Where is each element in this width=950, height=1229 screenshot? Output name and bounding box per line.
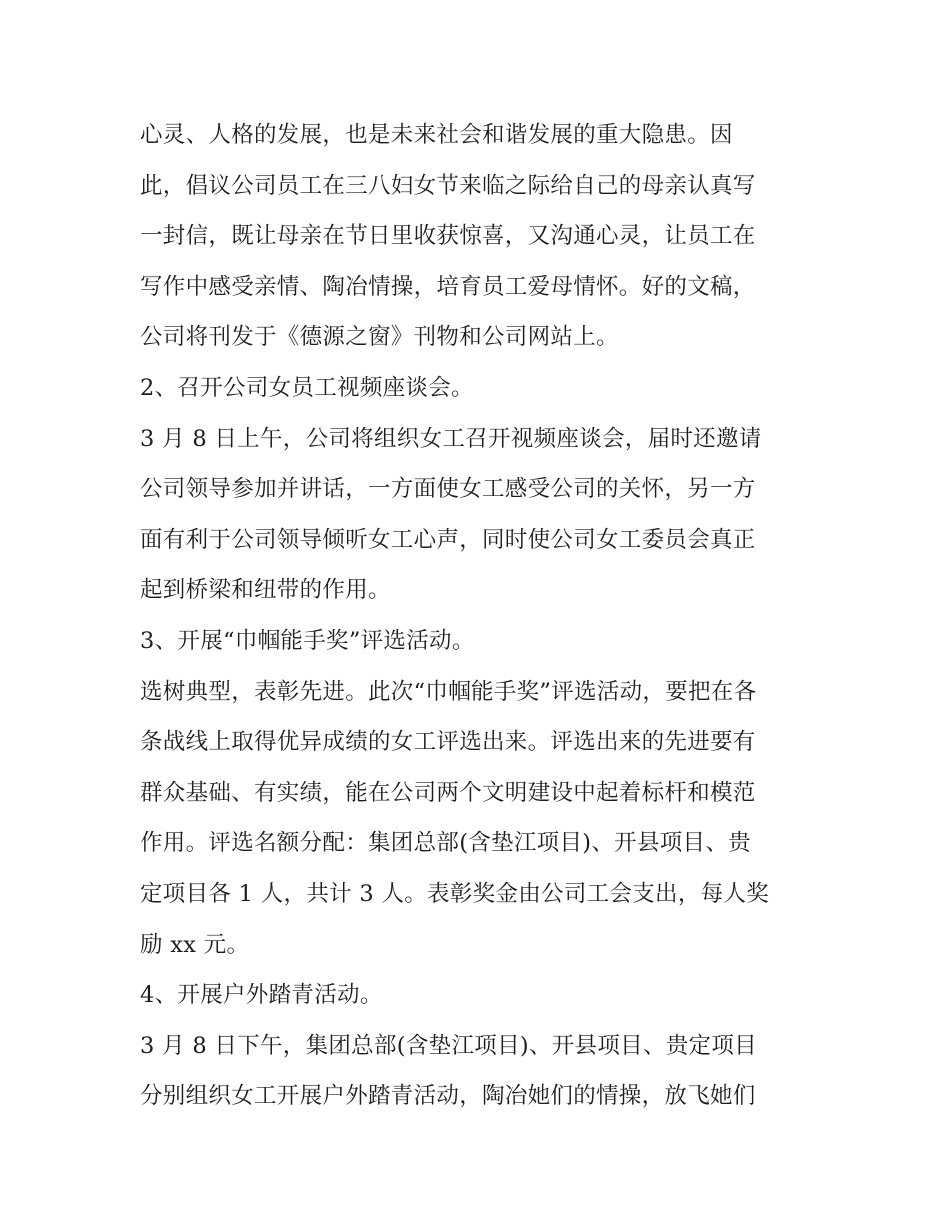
paragraph-line: 条战线上取得优异成绩的女工评选出来。评选出来的先进要有 (140, 729, 756, 756)
paragraph-line: 公司领导参加并讲话，一方面使女工感受公司的关怀，另一方 (140, 476, 756, 503)
paragraph-line: 此，倡议公司员工在三八妇女节来临之际给自己的母亲认真写 (140, 172, 756, 199)
document-body (140, 110, 820, 1122)
paragraph-line: 写作中感受亲情、陶冶情操，培育员工爱母情怀。好的文稿， (140, 273, 756, 300)
paragraph-line: 3 月 8 日下午，集团总部(含垫江项目)、开县项目、贵定项目 (140, 1032, 757, 1059)
paragraph-line: 分别组织女工开展户外踏青活动，陶冶她们的情操，放飞她们 (140, 1083, 756, 1110)
paragraph-line: 作用。评选名额分配：集团总部(含垫江项目)、开县项目、贵 (140, 830, 751, 857)
paragraph-line: 起到桥梁和纽带的作用。 (140, 577, 391, 604)
paragraph-line: 励 xx 元。 (140, 931, 250, 958)
section-heading: 3、开展“巾帼能手奖”评选活动。 (140, 627, 475, 654)
paragraph-line: 面有利于公司领导倾听女工心声，同时使公司女工委员会真正 (140, 526, 756, 553)
paragraph-line: 3 月 8 日上午，公司将组织女工召开视频座谈会，届时还邀请 (140, 425, 762, 452)
paragraph-line: 一封信，既让母亲在节日里收获惊喜，又沟通心灵，让员工在 (140, 223, 756, 250)
section-heading: 4、开展户外踏青活动。 (140, 982, 383, 1009)
paragraph-line: 心灵、人格的发展，也是未来社会和谐发展的重大隐患。因 (140, 122, 733, 148)
paragraph-line: 群众基础、有实绩，能在公司两个文明建设中起着标杆和模范 (140, 779, 756, 806)
section-heading: 2、召开公司女员工视频座谈会。 (140, 374, 474, 401)
paragraph-line: 定项目各 1 人，共计 3 人。表彰奖金由公司工会支出，每人奖 (140, 880, 770, 907)
paragraph-line: 公司将刊发于《德源之窗》刊物和公司网站上。 (140, 324, 619, 351)
paragraph-line: 选树典型，表彰先进。此次“巾帼能手奖”评选活动，要把在各 (140, 678, 757, 705)
